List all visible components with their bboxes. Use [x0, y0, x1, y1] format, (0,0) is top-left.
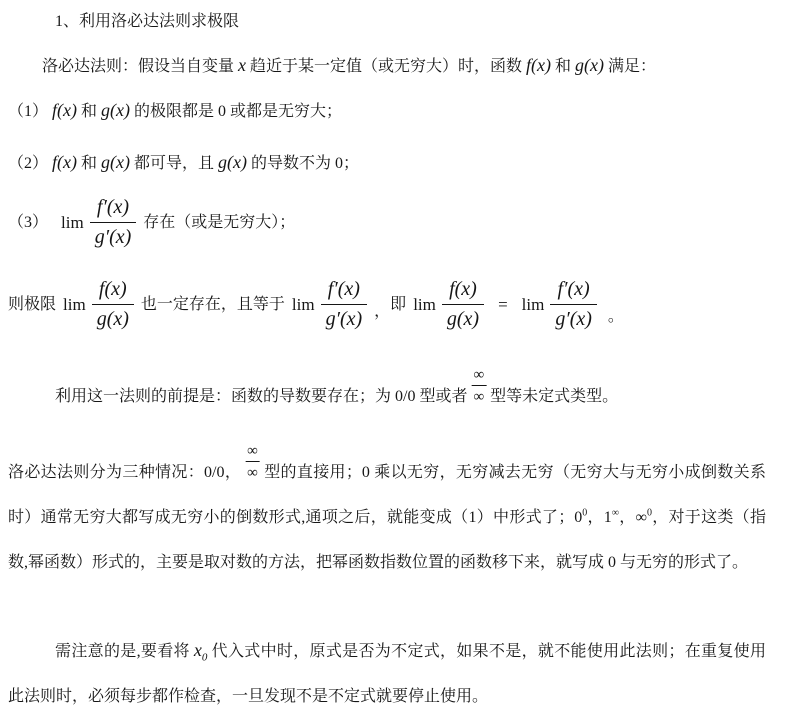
subscript-zero: 0 — [201, 651, 208, 664]
premise-text: 型等未定式类型。 — [490, 388, 619, 405]
fraction-numerator — [321, 278, 368, 305]
fraction-denominator — [442, 305, 484, 331]
infinity-denominator: ∞ — [247, 465, 258, 481]
condition-text: 存在（或是无穷大）； — [143, 213, 296, 231]
fraction-denominator — [92, 305, 134, 331]
infinity-denominator: ∞ — [473, 389, 485, 405]
infinity-over-infinity — [473, 367, 485, 405]
fraction-numerator — [90, 196, 137, 223]
limit-expression — [61, 196, 136, 249]
conclusion-text: 也一定存在，且等于 — [140, 295, 285, 313]
math-var-f-prime: f′(x) — [557, 278, 590, 300]
math-var-g: g(x) — [218, 152, 247, 172]
math-var-f: f(x) — [98, 278, 127, 300]
premise-text: 利用这一法则的前提是：函数的导数要存在；为 0/0 型或者 — [55, 388, 468, 405]
math-var-g-prime: g′(x) — [325, 308, 363, 330]
cases-text: 型的直接用；0 乘以无穷，无穷减去无穷（无穷大与无穷小成倒数关系时）通常无穷大都写成无穷小的倒数形式,通项之后，就能变成（1）中形式了； — [8, 464, 766, 526]
rule-text: 和 — [555, 58, 572, 75]
lim-operator: lim — [291, 294, 315, 314]
fraction — [442, 278, 484, 331]
caution-text: 需注意的是,要看将 — [55, 643, 190, 660]
fraction — [92, 278, 134, 331]
limit-expression — [292, 278, 367, 331]
power-exponent: 0 — [582, 507, 588, 519]
fraction — [550, 278, 597, 331]
math-var-f: f(x) — [52, 152, 77, 172]
lim-operator: lim — [413, 294, 436, 314]
math-var-g-prime: g′(x) — [555, 308, 592, 330]
power-base: 0 — [574, 509, 583, 526]
condition-label: （2） — [8, 155, 49, 172]
condition-text: 都可导，且 — [134, 155, 215, 172]
conclusion-line — [8, 278, 766, 331]
power-form-infinity-zero — [636, 509, 652, 526]
lim-operator: lim — [61, 212, 84, 232]
condition-text: 的极限都是 0 或都是无穷大； — [134, 103, 343, 120]
condition-text: 和 — [81, 155, 98, 172]
fraction — [321, 278, 368, 331]
conclusion-text: 则极限 — [8, 295, 57, 313]
limit-expression — [522, 278, 597, 331]
fraction-numerator — [442, 278, 484, 305]
section-title — [8, 10, 766, 34]
condition-text: 的导数不为 0； — [251, 155, 360, 172]
punctuation-comma: ， — [374, 302, 391, 320]
math-var-g: g(x) — [101, 100, 130, 120]
power-form-one-infinity — [604, 509, 619, 526]
condition-2 — [8, 150, 766, 176]
math-var-g: g(x) — [446, 308, 480, 330]
infinity-numerator: ∞ — [471, 368, 486, 386]
power-exponent: ∞ — [611, 507, 619, 519]
math-var-g: g(x) — [101, 152, 130, 172]
power-exponent: 0 — [646, 507, 652, 519]
infinity-over-infinity — [247, 443, 258, 481]
lim-operator: lim — [63, 294, 86, 314]
paragraph-three-cases — [8, 443, 766, 585]
math-var-x0 — [194, 628, 208, 673]
lim-operator: lim — [521, 294, 545, 314]
condition-label: （3） — [8, 213, 49, 231]
condition-3 — [8, 196, 766, 249]
fraction-denominator — [90, 223, 137, 249]
fraction — [90, 196, 137, 249]
fraction-numerator — [550, 278, 597, 305]
power-form-zero-zero — [574, 509, 587, 526]
limit-expression — [63, 278, 134, 331]
power-base: 1 — [603, 509, 612, 526]
equals-sign: = — [498, 294, 508, 314]
math-var-f-prime: f′(x) — [327, 278, 360, 300]
section-title-text: 1、利用洛必达法则求极限 — [55, 13, 240, 30]
math-var-g-prime: g′(x) — [94, 226, 132, 248]
rule-text: 趋近于某一定值（或无穷大）时，函数 — [250, 58, 523, 75]
rule-text: 洛必达法则：假设当自变量 — [42, 58, 235, 75]
punctuation-comma: ， — [587, 509, 604, 526]
math-var-f: f(x) — [526, 55, 552, 75]
condition-label: （1） — [8, 103, 49, 120]
fraction-numerator — [92, 278, 134, 305]
math-var-f: f(x) — [449, 278, 477, 300]
caution-text: 代入式中时，原式是否为不定式，如果不是，就不能使用此法则；在重复使用此法则时，必须每步都作检查，一旦发现不是不定式就要停止使用。 — [8, 643, 766, 705]
fraction-denominator — [321, 305, 368, 331]
fraction-denominator — [550, 305, 597, 331]
rule-text: 满足： — [608, 58, 657, 75]
condition-1 — [8, 98, 766, 124]
condition-text: 和 — [81, 103, 98, 120]
paragraph-rule-definition — [8, 53, 766, 79]
power-base: ∞ — [635, 509, 647, 526]
cases-text: ，对于这类（指数,幂函数）形式的，主要是取对数的方法，把幂函数指数位置的函数移下来，就写成 0 与无穷的形式了。 — [8, 509, 766, 571]
math-var-g: g(x) — [96, 308, 129, 330]
infinity-numerator: ∞ — [245, 444, 260, 462]
paragraph-premise — [8, 367, 766, 409]
punctuation-comma: ， — [618, 509, 636, 526]
conclusion-text: 即 — [390, 295, 407, 313]
punctuation-period: 。 — [607, 307, 624, 325]
math-var-x: x — [193, 640, 202, 660]
math-var-f-prime: f′(x) — [96, 196, 130, 218]
cases-text: 洛必达法则分为三种情况：0/0， — [8, 464, 242, 481]
math-var-f: f(x) — [52, 100, 77, 120]
math-var-x: x — [238, 55, 247, 75]
math-var-g: g(x) — [575, 55, 605, 75]
limit-expression — [413, 278, 484, 331]
paragraph-caution — [8, 628, 766, 710]
